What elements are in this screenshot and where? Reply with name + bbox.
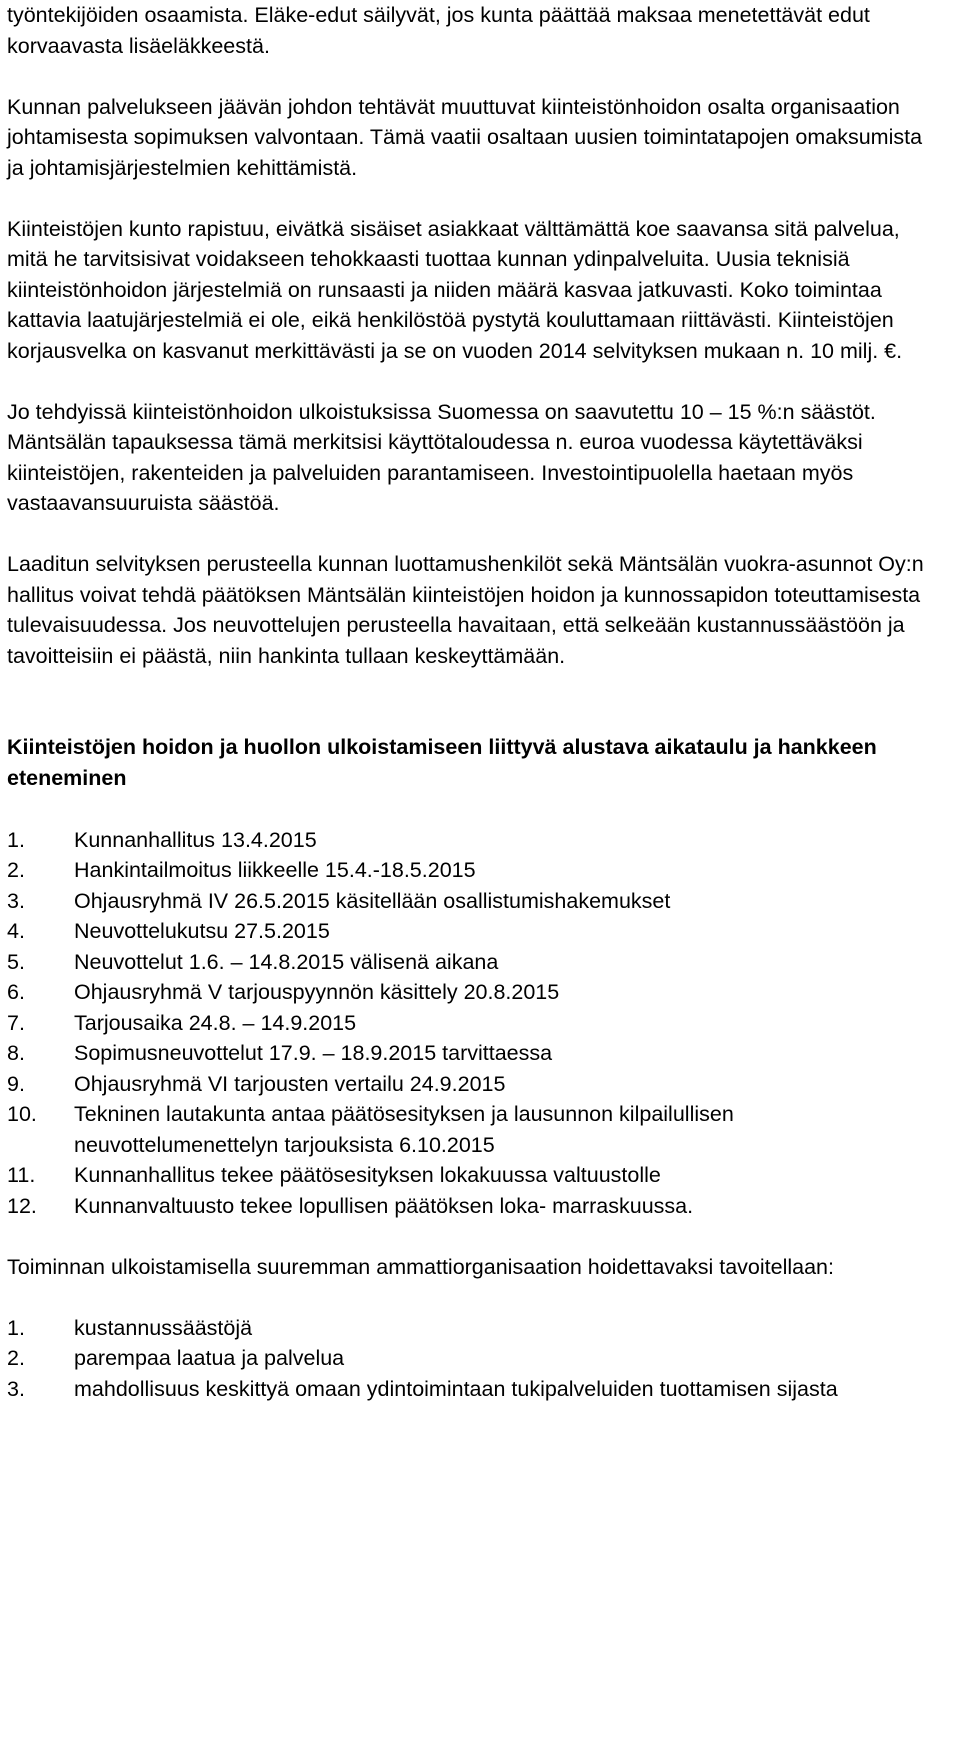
item-number: 9. <box>7 1071 25 1096</box>
list-item <box>7 977 930 1008</box>
spacer <box>7 183 930 214</box>
item-text: Hankintailmoitus liikkeelle 15.4.-18.5.2015 <box>74 858 476 882</box>
paragraph-pension: työntekijöiden osaamista. Eläke-edut säilyvät, jos kunta päättää maksaa menetettävät edut korvaavasta lisäeläkkeestä. <box>7 3 870 58</box>
item-number: 7. <box>7 1010 25 1035</box>
item-number: 3. <box>7 1376 25 1401</box>
item-text: Neuvottelukutsu 27.5.2015 <box>74 919 330 943</box>
item-number: 12. <box>7 1193 37 1218</box>
item-number: 5. <box>7 949 25 974</box>
list-item <box>7 916 930 947</box>
item-number: 6. <box>7 980 25 1004</box>
list-item <box>7 1191 930 1222</box>
list-item <box>7 855 930 886</box>
item-text: Ohjausryhmä V tarjouspyynnön käsittely 20.8.2015 <box>74 980 560 1004</box>
spacer <box>7 1221 930 1252</box>
item-text: Kunnanhallitus 13.4.2015 <box>74 827 317 852</box>
list-item <box>7 886 930 917</box>
goals-intro: Toiminnan ulkoistamisella suuremman ammattiorganisaation hoidettavaksi tavoitellaan: <box>7 1254 834 1279</box>
item-number: 1. <box>7 1315 25 1340</box>
item-text: Kunnanvaltuusto tekee lopullisen päätöksen loka- marraskuussa. <box>74 1193 694 1218</box>
item-text: Tekninen lautakunta antaa päätösesityksen ja lausunnon kilpailullisen neuvottelumenettelyn tarjouksista 6.10.2015 <box>74 1102 734 1157</box>
item-number: 10. <box>7 1102 37 1126</box>
item-number: 8. <box>7 1041 25 1065</box>
spacer <box>7 366 930 397</box>
paragraph-decision: Laaditun selvityksen perusteella kunnan luottamushenkilöt sekä Mäntsälän vuokra-asunnot Oy:n hallitus voivat tehdä päätöksen Mäntsälän kiinteistöjen hoidon ja kunnossapidon toteuttamisesta tulevaisuudessa. Jos neuvottelujen perusteella havaitaan, että selkeään kustannussäästöön ja tavoitteisiin ei päästä, niin hankinta tullaan keskeyttämään. <box>7 552 924 668</box>
schedule-heading: Kiinteistöjen hoidon ja huollon ulkoistamiseen liittyvä alustava aikataulu ja hankkeen eteneminen <box>7 735 877 790</box>
paragraph-property-condition: Kiinteistöjen kunto rapistuu, eivätkä sisäiset asiakkaat välttämättä koe saavansa sitä palvelua, mitä he tarvitsisivat voidakseen tehokkaasti tuottaa kunnan ydinpalveluita. Uusia teknisiä kiinteistönhoidon järjestelmiä on runsaasti ja niiden määrä kasvaa jatkuvasti. Koko toimintaa kattavia laatujärjestelmiä ei ole, eikä henkilöstöä pystytä kouluttamaan riittävästi. Kiinteistöjen korjausvelka on kasvanut merkittävästi ja se on vuoden 2014 selvityksen mukaan n. 10 milj. €. <box>7 216 903 363</box>
item-number: 2. <box>7 858 25 882</box>
item-text: mahdollisuus keskittyä omaan ydintoimintaan tukipalveluiden tuottamisen sijasta <box>74 1376 838 1401</box>
item-text: kustannussäästöjä <box>74 1315 253 1340</box>
list-item <box>7 1008 930 1039</box>
item-text: Tarjousaika 24.8. – 14.9.2015 <box>74 1010 357 1035</box>
paragraph-management: Kunnan palvelukseen jäävän johdon tehtävät muuttuvat kiinteistönhoidon osalta organisaation johtamisesta sopimuksen valvontaan. Tämä vaatii osaltaan uusien toimintatapojen omaksumista ja johtamisjärjestelmien kehittämistä. <box>7 94 923 180</box>
item-text: Neuvottelut 1.6. – 14.8.2015 välisenä aikana <box>74 949 499 974</box>
item-text: Sopimusneuvottelut 17.9. – 18.9.2015 tarvittaessa <box>74 1041 553 1065</box>
paragraph-savings: Jo tehdyissä kiinteistönhoidon ulkoistuksissa Suomessa on saavutettu 10 – 15 %:n säästöt. Mäntsälän tapauksessa tämä merkitsisi käyttötaloudessa n. euroa vuodessa käytettäväksi kiinteistöjen, rakenteiden ja palveluiden parantamiseen. Investointipuolella haetaan myös vastaavansuuruista säästöä. <box>7 399 876 515</box>
spacer <box>7 1282 930 1313</box>
list-item <box>7 1313 930 1344</box>
list-item <box>7 947 930 978</box>
item-number: 11. <box>7 1163 36 1187</box>
list-item <box>7 1374 930 1405</box>
list-item <box>7 825 930 856</box>
schedule-list <box>7 825 930 1222</box>
spacer <box>7 794 930 825</box>
goals-list <box>7 1313 930 1405</box>
list-item <box>7 1343 930 1374</box>
list-item <box>7 1069 930 1100</box>
item-text: Ohjausryhmä VI tarjousten vertailu 24.9.2015 <box>74 1071 506 1096</box>
item-number: 3. <box>7 888 25 913</box>
list-item <box>7 1160 930 1191</box>
spacer <box>7 61 930 92</box>
list-item <box>7 1038 930 1069</box>
item-text: Kunnanhallitus tekee päätösesityksen lokakuussa valtuustolle <box>74 1163 661 1187</box>
item-text: parempaa laatua ja palvelua <box>74 1346 345 1370</box>
spacer <box>7 519 930 550</box>
item-text: Ohjausryhmä IV 26.5.2015 käsitellään osallistumishakemukset <box>74 888 671 913</box>
item-number: 2. <box>7 1346 25 1370</box>
item-number: 1. <box>7 827 25 852</box>
item-number: 4. <box>7 919 25 943</box>
list-item <box>7 1099 930 1160</box>
spacer <box>7 671 930 732</box>
